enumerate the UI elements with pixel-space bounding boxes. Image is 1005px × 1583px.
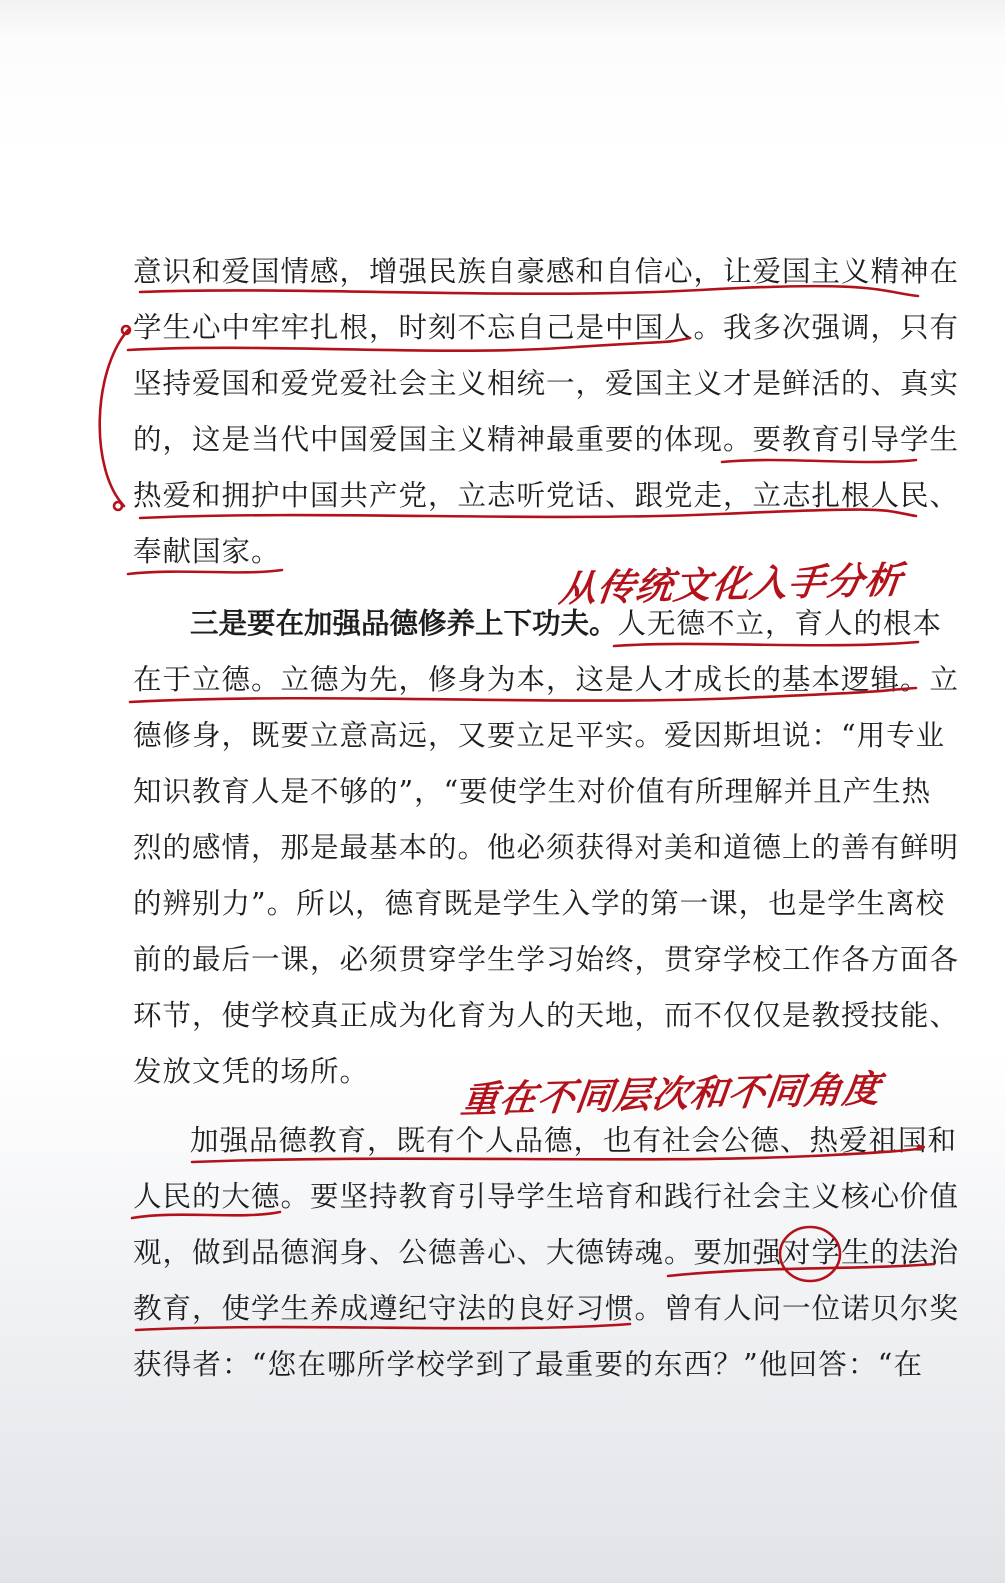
text-line: 奉献国家。	[133, 535, 281, 568]
text-line: 环节，使学校真正成为化育为人的天地，而不仅仅是教授技能、	[133, 999, 960, 1032]
text-line: 教育，使学生养成遵纪守法的良好习惯。曾有人问一位诺贝尔奖	[133, 1292, 960, 1325]
text-line: 学生心中牢牢扎根，时刻不忘自己是中国人。我多次强调，只有	[133, 311, 960, 344]
text-line: 获得者：“您在哪所学校学到了最重要的东西？”他回答：“在	[133, 1348, 923, 1381]
text-line: 的，这是当代中国爱国主义精神最重要的体现。要教育引导学生	[133, 423, 960, 456]
text-line: 意识和爱国情感，增强民族自豪感和自信心，让爱国主义精神在	[133, 255, 960, 288]
text-line-first: 加强品德教育，既有个人品德，也有社会公德、热爱祖国和	[190, 1124, 958, 1157]
text-line: 热爱和拥护中国共产党，立志听党话、跟党走，立志扎根人民、	[133, 479, 960, 512]
paragraph-heading: 三是要在加强品德修养上下功夫。	[190, 607, 618, 640]
text-line-first	[190, 604, 943, 644]
text-line: 在于立德。立德为先，修身为本，这是人才成长的基本逻辑。立	[133, 663, 960, 696]
text-line: 观，做到品德润身、公德善心、大德铸魂。要加强对学生的法治	[133, 1236, 960, 1269]
bracket-mark	[100, 330, 128, 506]
bracket-dot	[114, 502, 122, 510]
handwritten-annotation: 重在不同层次和不同角度	[458, 1066, 884, 1122]
text-line: 德修身，既要立意高远，又要立足平实。爱因斯坦说：“用专业	[133, 719, 946, 752]
text-line: 烈的感情，那是最基本的。他必须获得对美和道德上的善有鲜明	[133, 831, 960, 864]
text-line: 前的最后一课，必须贯穿学生学习始终，贯穿学校工作各方面各	[133, 943, 960, 976]
underline-mark	[722, 460, 916, 462]
handwritten-annotation: 从传统文化入手分析	[556, 557, 906, 611]
text-line: 发放文凭的场所。	[133, 1055, 370, 1088]
text-line: 的辨别力”。所以，德育既是学生入学的第一课，也是学生离校	[133, 887, 946, 920]
text-run: 人无德不立，育人的根本	[617, 607, 943, 640]
text-line: 知识教育人是不够的”，“要使学生对价值有所理解并且产生热	[133, 775, 932, 808]
bracket-dot	[122, 326, 130, 334]
text-line: 坚持爱国和爱党爱社会主义相统一，爱国主义才是鲜活的、真实	[133, 367, 960, 400]
text-line: 人民的大德。要坚持教育引导学生培育和践行社会主义核心价值	[133, 1180, 960, 1213]
